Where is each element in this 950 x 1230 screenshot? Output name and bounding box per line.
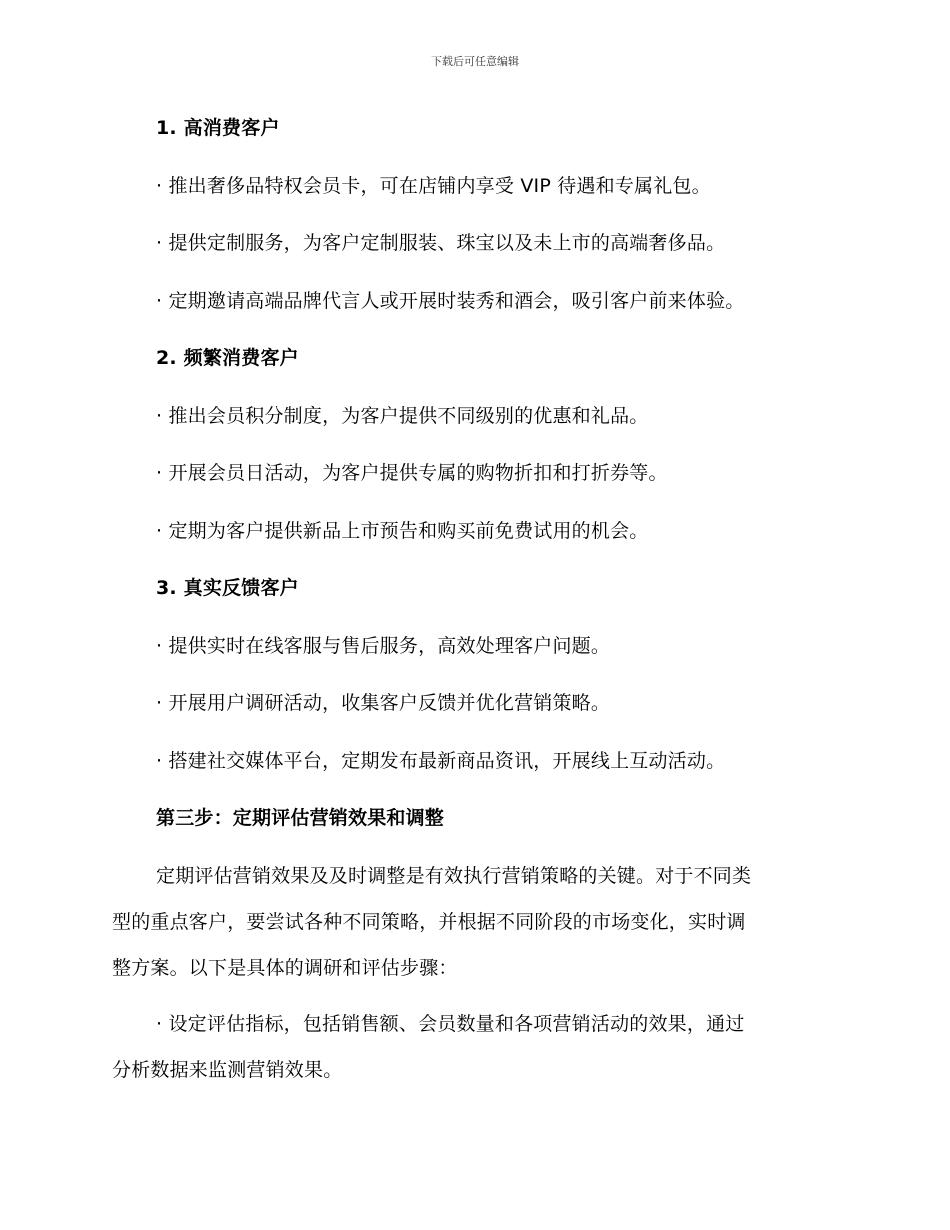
bullet-item: · 推出会员积分制度，为客户提供不同级别的优惠和礼品。 [156, 405, 649, 427]
bullet-item: · 开展用户调研活动，收集客户反馈并优化营销策略。 [156, 692, 611, 714]
paragraph-line: 整方案。以下是具体的调研和评估步骤： [112, 957, 458, 979]
bullet-item: · 定期为客户提供新品上市预告和购买前免费试用的机会。 [156, 520, 649, 542]
step-three-heading: 第三步：定期评估营销效果和调整 [156, 807, 445, 829]
bullet-item: · 提供实时在线客服与售后服务，高效处理客户问题。 [156, 635, 611, 657]
bullet-item: · 搭建社交媒体平台，定期发布最新商品资讯，开展线上互动活动。 [156, 750, 726, 772]
bullet-item: · 定期邀请高端品牌代言人或开展时装秀和酒会，吸引客户前来体验。 [156, 290, 745, 312]
section-heading-high-spending: 1. 高消费客户 [156, 117, 280, 139]
header-note: 下载后可任意编辑 [431, 55, 519, 68]
bullet-item: · 设定评估指标，包括销售额、会员数量和各项营销活动的效果，通过 [156, 1013, 745, 1035]
paragraph-line: 定期评估营销效果及及时调整是有效执行营销策略的关键。对于不同类 [156, 865, 752, 887]
section-heading-frequent: 2. 频繁消费客户 [156, 347, 299, 369]
paragraph-line: 型的重点客户，要尝试各种不同策略，并根据不同阶段的市场变化，实时调 [112, 911, 746, 933]
bullet-item: · 推出奢侈品特权会员卡，可在店铺内享受 VIP 待遇和专属礼包。 [156, 175, 711, 197]
bullet-item: · 提供定制服务，为客户定制服装、珠宝以及未上市的高端奢侈品。 [156, 232, 726, 254]
bullet-item: · 开展会员日活动，为客户提供专属的购物折扣和打折券等。 [156, 462, 668, 484]
section-heading-feedback: 3. 真实反馈客户 [156, 577, 299, 599]
paragraph-line: 分析数据来监测营销效果。 [112, 1059, 343, 1081]
